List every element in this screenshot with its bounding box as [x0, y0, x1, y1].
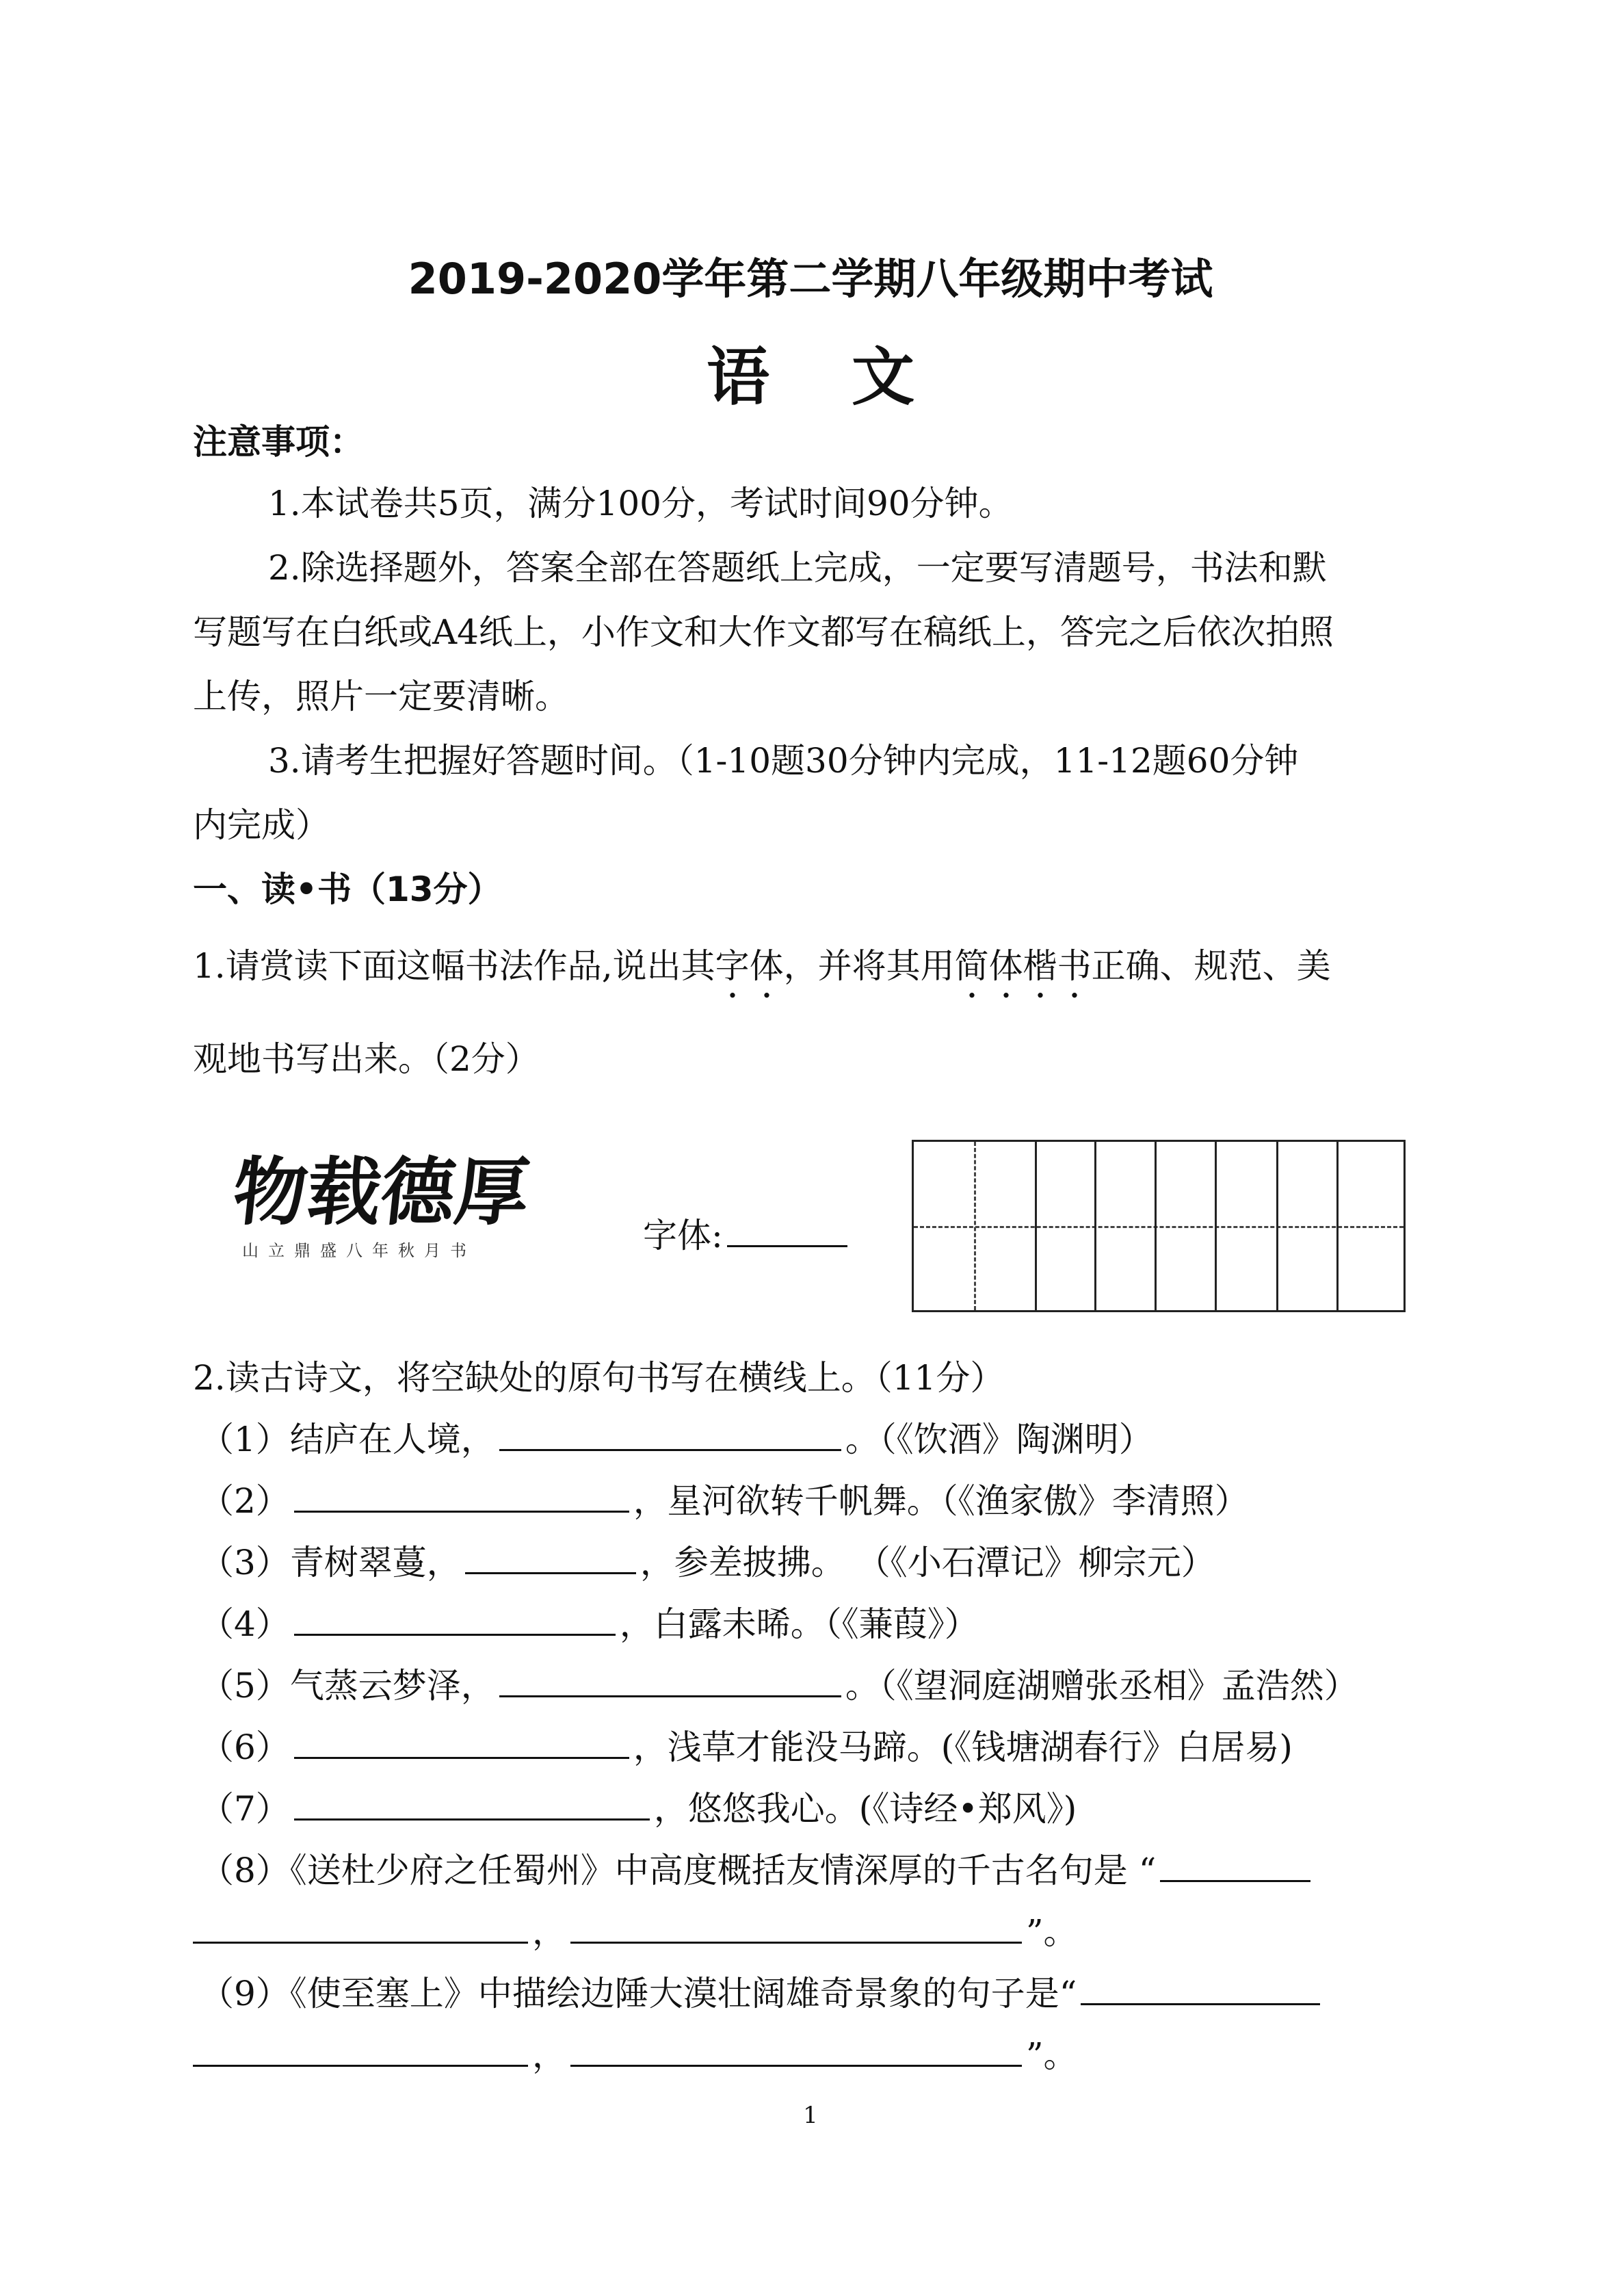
question-1-emphasis-font: 字体 [715, 946, 784, 986]
notice-item-2-line-1: 2.除选择题外，答案全部在答题纸上完成，一定要写清题号，书法和默 [268, 548, 1327, 588]
item-suffix: ，参差披拂。 （《小石潭记》柳宗元） [640, 1543, 1215, 1582]
question-2-item-9-line-1 [200, 1970, 1324, 2014]
question-2-item-9-line-2 [193, 2032, 1078, 2076]
question-1-line-2: 观地书写出来。（2分） [193, 1039, 540, 1079]
answer-blank[interactable] [1081, 1970, 1320, 2005]
answer-blank[interactable] [193, 2032, 528, 2067]
grid-column-divider [1215, 1142, 1217, 1310]
item-number: （4） [200, 1604, 290, 1644]
exam-title: 2019-2020学年第二学期八年级期中考试 [408, 254, 1213, 304]
grid-column-divider [1336, 1142, 1339, 1310]
answer-blank[interactable] [570, 2032, 1022, 2067]
subject-title: 语文 [706, 341, 997, 414]
item-9-prompt: （9）《使至塞上》中描绘边陲大漠壮阔雄奇景象的句子是“ [200, 1974, 1077, 2013]
question-2-heading: 2.读古诗文，将空缺处的原句书写在横线上。（11分） [193, 1358, 1005, 1398]
question-2-item-6 [200, 1724, 1293, 1768]
notice-item-3-line-2: 内完成） [193, 805, 330, 845]
answer-blank[interactable] [499, 1662, 841, 1697]
comma: ， [532, 2035, 566, 2075]
notice-item-2-line-3: 上传，照片一定要清晰。 [193, 677, 569, 716]
question-2-item-8-line-1 [200, 1847, 1315, 1891]
notice-heading: 注意事项： [193, 422, 364, 462]
answer-blank[interactable] [294, 1724, 629, 1759]
question-2-item-2 [200, 1478, 1249, 1522]
calligraphy-svg [233, 1136, 616, 1266]
notice-item-3-line-1: 3.请考生把握好答题时间。（1-10题30分钟内完成，11-12题60分钟 [268, 741, 1299, 781]
question-2-item-8-line-2 [193, 1909, 1078, 1953]
answer-blank[interactable] [570, 1909, 1022, 1944]
item-suffix: ，白露未晞。（《蒹葭》） [619, 1604, 979, 1644]
question-2-item-3 [200, 1539, 1215, 1583]
answer-blank[interactable] [499, 1416, 841, 1451]
item-number: （3） [200, 1543, 290, 1582]
answer-blank[interactable] [294, 1478, 629, 1513]
item-number: （7） [200, 1789, 290, 1829]
grid-column-divider [1155, 1142, 1157, 1310]
calligraphy-artwork [233, 1136, 616, 1266]
item-prefix: 气蒸云梦泽， [289, 1666, 495, 1706]
item-suffix: 。（《饮酒》陶渊明） [845, 1420, 1153, 1459]
grid-column-divider [1094, 1142, 1096, 1310]
grid-horizontal-guide [914, 1226, 1403, 1228]
calligraphy-inscription: 山立鼎盛八年秋月书 [242, 1241, 476, 1260]
answer-blank[interactable] [193, 1909, 528, 1944]
notice-item-1: 1.本试卷共5页，满分100分，考试时间90分钟。 [268, 484, 1013, 523]
item-suffix: ，悠悠我心。(《诗经•郑风》) [653, 1789, 1077, 1829]
item-8-prompt: （8）《送杜少府之任蜀州》中高度概括友情深厚的千古名句是 “ [200, 1851, 1157, 1890]
question-1-text-c: 正确、规范、美 [1091, 946, 1331, 986]
font-label: 字体: [643, 1216, 723, 1255]
question-2-item-5 [200, 1662, 1358, 1706]
item-suffix: ，浅草才能没马蹄。(《钱塘湖春行》白居易) [633, 1727, 1293, 1767]
grid-vertical-guide [974, 1142, 976, 1310]
grid-column-divider [1035, 1142, 1037, 1310]
grid-column-divider [1276, 1142, 1278, 1310]
item-prefix: 青树翠蔓， [289, 1543, 461, 1582]
closing-quote: ”。 [1026, 1912, 1078, 1952]
notice-item-2-line-2: 写题写在白纸或A4纸上，小作文和大作文都写在稿纸上，答完之后依次拍照 [193, 612, 1334, 652]
section-1-heading: 一、读•书（13分） [193, 870, 502, 909]
item-suffix: ，星河欲转千帆舞。（《渔家傲》李清照） [633, 1481, 1249, 1521]
closing-quote: ”。 [1026, 2035, 1078, 2075]
calligraphy-main-text: 物载德厚 [233, 1148, 534, 1236]
writing-grid[interactable] [912, 1140, 1406, 1312]
question-1-text-b: ，并将其用 [783, 946, 955, 986]
item-number: （2） [200, 1481, 290, 1521]
comma: ， [532, 1912, 566, 1952]
page-number: 1 [803, 2102, 818, 2129]
question-1-emphasis-style: 简体楷书 [954, 946, 1092, 986]
item-number: （6） [200, 1727, 290, 1767]
answer-blank[interactable] [294, 1786, 650, 1821]
question-2-item-1 [200, 1416, 1153, 1460]
item-number: （5） [200, 1666, 290, 1706]
item-prefix: 结庐在人境， [289, 1420, 495, 1459]
answer-blank[interactable] [465, 1539, 636, 1574]
font-answer-blank[interactable] [727, 1212, 847, 1247]
answer-blank[interactable] [294, 1601, 616, 1636]
question-1-text-a: 1.请赏读下面这幅书法作品,说出其 [193, 946, 715, 986]
question-1-line-1 [193, 945, 1331, 1006]
item-suffix: 。（《望洞庭湖赠张丞相》孟浩然） [845, 1666, 1358, 1706]
question-2-item-7 [200, 1786, 1077, 1829]
font-answer [643, 1212, 852, 1256]
answer-blank[interactable] [1160, 1847, 1310, 1882]
question-2-item-4 [200, 1601, 979, 1645]
item-number: （1） [200, 1420, 290, 1459]
